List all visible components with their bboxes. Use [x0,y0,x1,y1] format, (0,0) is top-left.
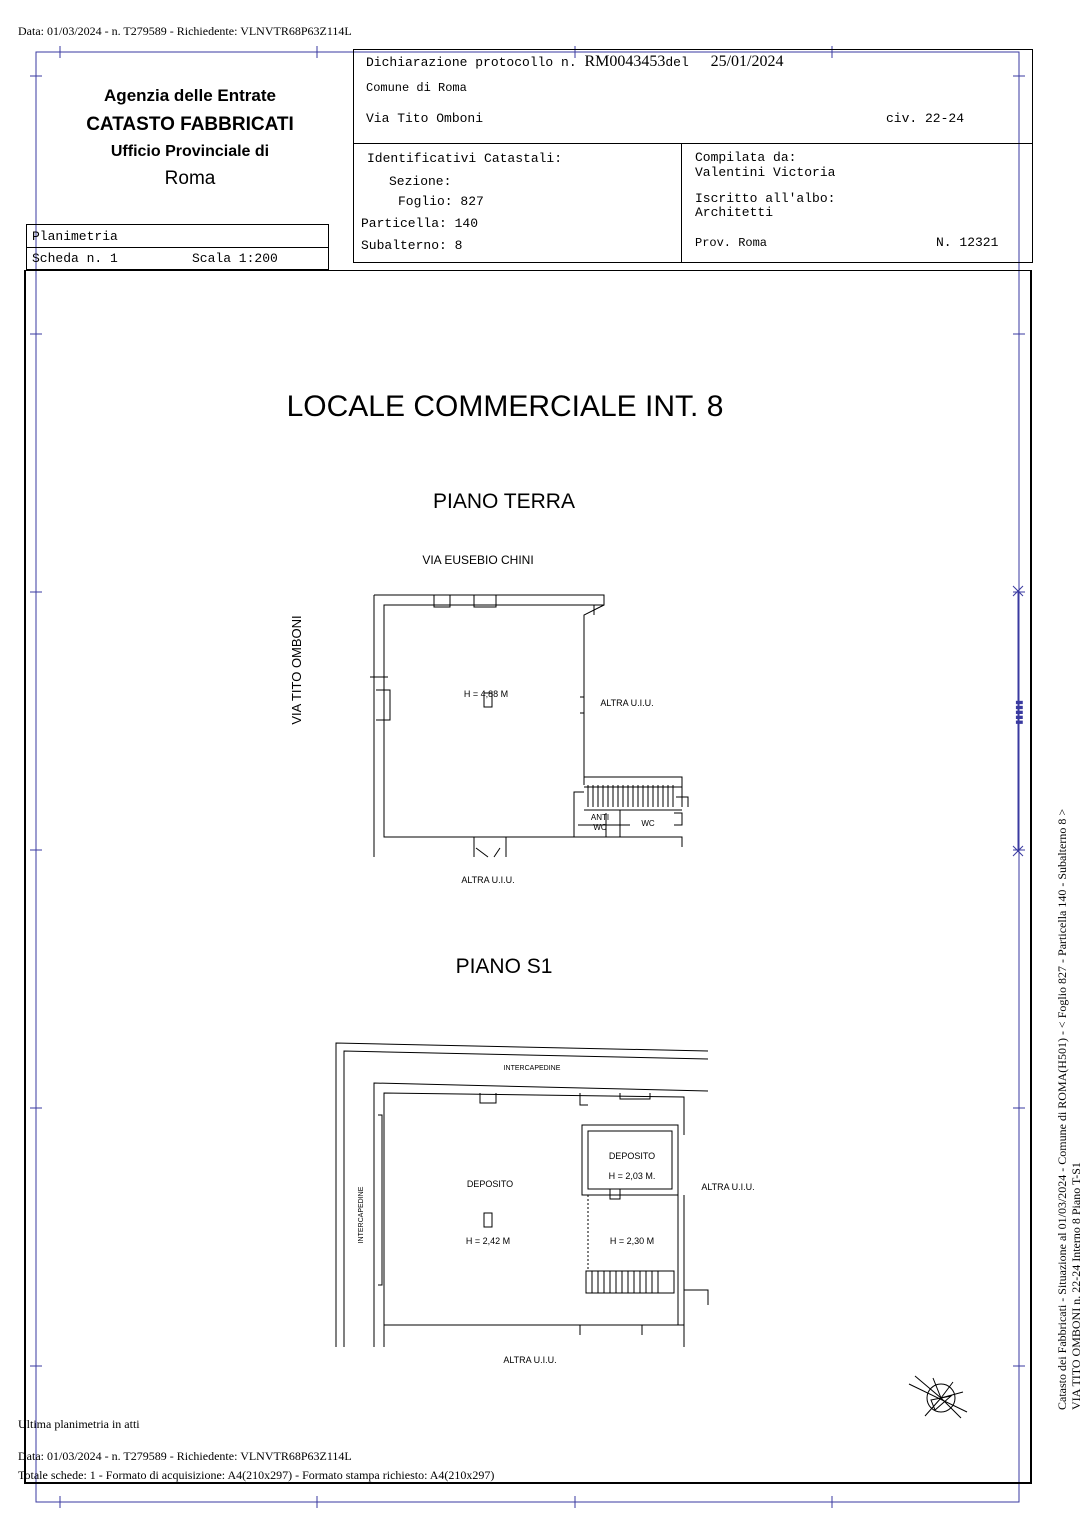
anti-wc-label-2: WC [593,823,607,832]
albo-number: N. 12321 [936,235,999,250]
footer-request-line: Data: 01/03/2024 - n. T279589 - Richiedente: VLNVTR68P63Z114L [18,1449,352,1463]
adjacent-unit-bottom-s1: ALTRA U.I.U. [503,1355,557,1365]
scheda-label: Scheda n. 1 [32,251,118,266]
street-label-left: VIA TITO OMBONI [289,615,304,725]
wc-label: WC [641,819,655,828]
footer-format-line: Totale schede: 1 - Formato di acquisizione: A4(210x297) - Formato stampa richiesto: A4(210x297) [18,1468,495,1482]
street-label-top: VIA EUSEBIO CHINI [422,553,534,567]
subalterno-label: Subalterno: 8 [361,238,463,253]
height-label-deposito-small: H = 2,03 M. [608,1171,656,1181]
compiler-label: Compilata da: [695,150,797,165]
adjacent-unit-right-s1: ALTRA U.I.U. [701,1182,755,1192]
floor-title-terra: PIANO TERRA [433,490,575,513]
compiler-name: Valentini Victoria [695,165,836,180]
foglio-label: Foglio: 827 [398,194,484,209]
intercapedine-left-label: INTERCAPEDINE [358,1186,365,1244]
north-arrow-icon [905,1370,970,1425]
adjacent-unit-bottom: ALTRA U.I.U. [461,875,515,885]
header-request-line: Data: 01/03/2024 - n. T279589 - Richiedente: VLNVTR68P63Z114L [18,24,352,38]
scale-bar-marker-icon: ▮▮▮▮▮ [1015,700,1025,725]
side-address-info: VIA TITO OMBONI n. 22-24 Interno 8 Piano T-S1 [1069,1162,1083,1410]
sezione-label: Sezione: [389,174,452,189]
floor-title-s1: PIANO S1 [455,955,553,978]
comune-label: Comune di Roma [366,81,467,95]
agency-name: Agenzia delle Entrate [104,86,276,105]
albo-value: Architetti [695,205,774,220]
height-label-terra: H = 4,88 M [463,689,509,699]
ufficio-label: Ufficio Provinciale di [110,143,270,160]
via-label: Via Tito Omboni [366,111,484,126]
planimetria-box [26,224,329,270]
particella-label: Particella: 140 [361,216,479,231]
anti-wc-label: ANTI [590,813,610,822]
floor-plan-s1 [330,1035,770,1370]
height-label-deposito: H = 2,42 M [465,1236,511,1246]
province-label: Prov. Roma [695,236,768,250]
adjacent-unit-right: ALTRA U.I.U. [600,698,654,708]
identifiers-heading: Identificativi Catastali: [367,151,563,166]
side-cadastral-info: Catasto dei Fabbricati - Situazione al 01/03/2024 - Comune di ROMA(H501) - < Foglio 827 - Particella 140 - Subalterno 8 > [1055,808,1069,1410]
albo-label: Iscritto all'albo: [695,191,836,206]
declaration-box [353,49,1033,263]
protocol-date: 25/01/2024 [710,53,784,70]
ufficio-city: Roma [164,168,216,189]
protocol-prefix: Dichiarazione protocollo n. [366,55,577,70]
protocol-del: del [665,55,689,70]
planimetria-label: Planimetria [32,229,118,244]
floor-plan-terra [270,545,720,890]
civico-label: civ. 22-24 [886,111,965,126]
protocol-line [366,53,783,71]
deposito-main-label: DEPOSITO [466,1179,514,1189]
catasto-title: CATASTO FABBRICATI [86,114,294,135]
scala-label: Scala 1:200 [192,251,278,266]
protocol-number: RM0043453 [584,53,666,70]
ultima-planimetria: Ultima planimetria in atti [18,1417,140,1431]
height-label-stair-area: H = 2,30 M [609,1236,655,1246]
intercapedine-top-label: INTERCAPEDINE [503,1065,561,1072]
drawing-title: LOCALE COMMERCIALE INT. 8 [286,390,724,423]
deposito-small-label: DEPOSITO [608,1151,656,1161]
